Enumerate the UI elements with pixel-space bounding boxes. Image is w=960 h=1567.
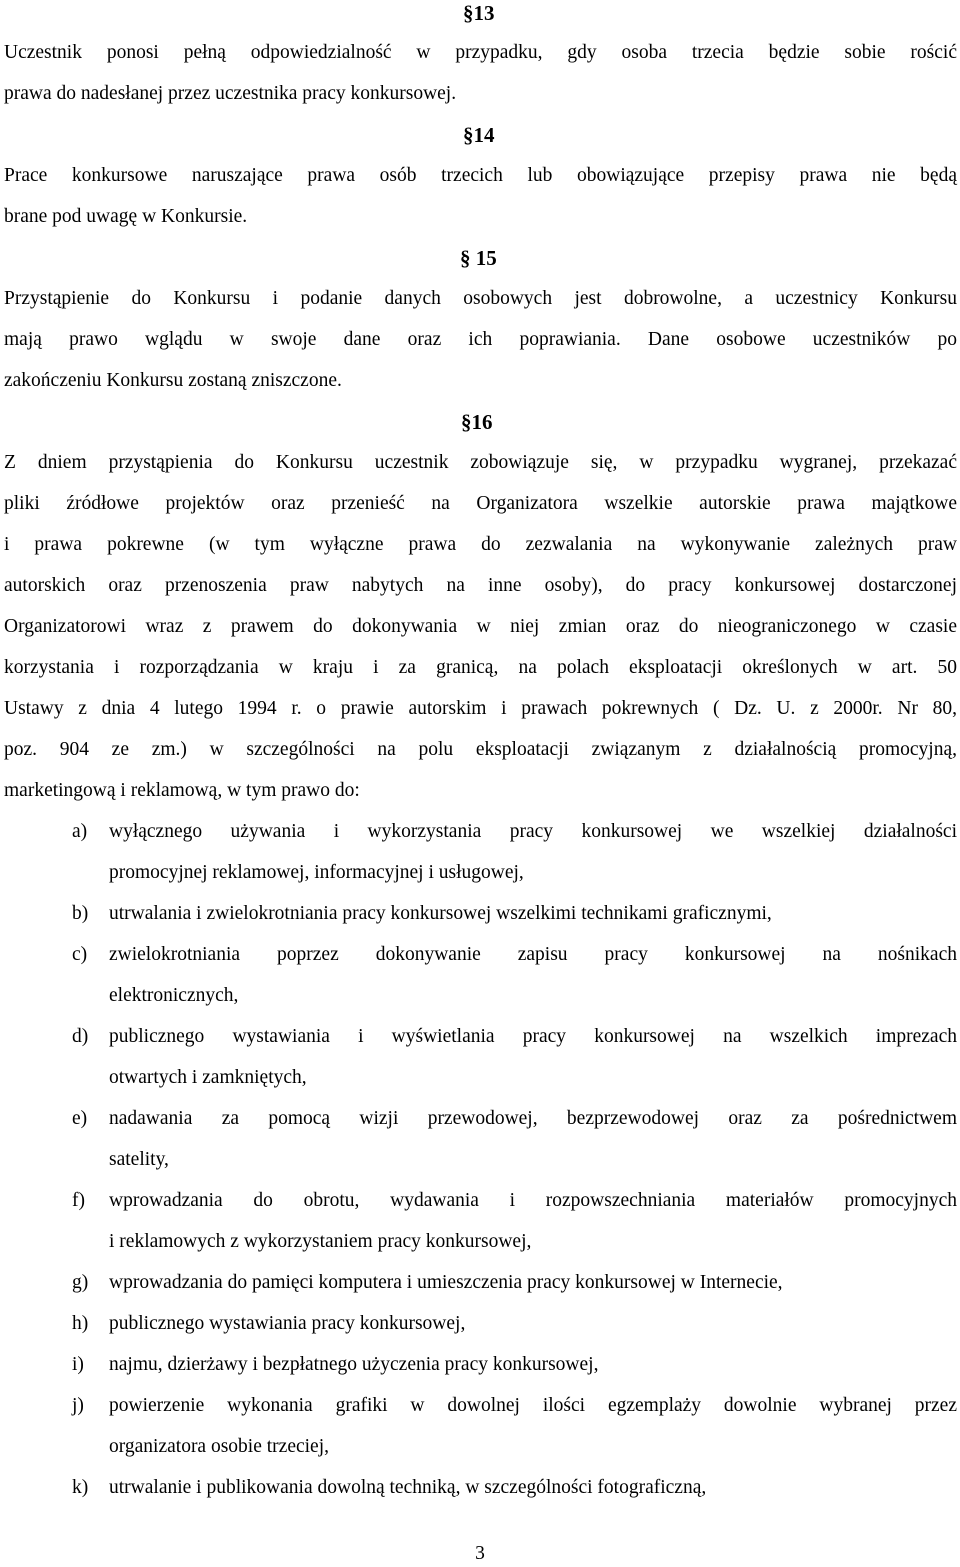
paragraph-line: Organizatorowi wraz z prawem do dokonywania w niej zmian oraz do nieograniczonego w czasie xyxy=(4,616,957,637)
section-heading-14: §14 xyxy=(463,123,495,147)
paragraph-line: mają prawo wglądu w swoje dane oraz ich poprawiania. Dane osobowe uczestników po xyxy=(4,329,957,350)
paragraph-line: zakończeniu Konkursu zostaną zniszczone. xyxy=(4,370,342,391)
list-item-letter: i) xyxy=(72,1354,84,1375)
list-item-continuation: i reklamowych z wykorzystaniem pracy konkursowej, xyxy=(109,1231,532,1252)
list-item-continuation: elektronicznych, xyxy=(109,985,239,1006)
list-item-letter: h) xyxy=(72,1313,89,1334)
paragraph-line: Ustawy z dnia 4 lutego 1994 r. o prawie autorskim i prawach pokrewnych ( Dz. U. z 2000r. Nr 80, xyxy=(4,698,957,719)
list-item-continuation: promocyjnej reklamowej, informacyjnej i usługowej, xyxy=(109,862,524,883)
list-item-letter: f) xyxy=(72,1190,85,1211)
list-item: powierzenie wykonania grafiki w dowolnej ilości egzemplaży dowolnie wybranej przez xyxy=(109,1395,957,1416)
paragraph-line: brane pod uwagę w Konkursie. xyxy=(4,206,248,227)
list-item-letter: g) xyxy=(72,1272,89,1293)
list-item-letter: k) xyxy=(72,1477,89,1498)
paragraph-line: Przystąpienie do Konkursu i podanie danych osobowych jest dobrowolne, a uczestnicy Konkursu xyxy=(4,288,957,309)
paragraph-line: marketingową i reklamową, w tym prawo do: xyxy=(4,780,360,801)
list-item: wyłącznego używania i wykorzystania pracy konkursowej we wszelkiej działalności xyxy=(109,821,957,842)
list-item: publicznego wystawiania i wyświetlania pracy konkursowej na wszelkich imprezach xyxy=(109,1026,957,1047)
paragraph-line: Uczestnik ponosi pełną odpowiedzialność w przypadku, gdy osoba trzecia będzie sobie rościć xyxy=(4,42,957,63)
list-item: utrwalania i zwielokrotniania pracy konkursowej wszelkimi technikami graficznymi, xyxy=(109,903,772,924)
paragraph-line: Z dniem przystąpienia do Konkursu uczestnik zobowiązuje się, w przypadku wygranej, przekazać xyxy=(4,452,957,473)
list-item: zwielokrotniania poprzez dokonywanie zapisu pracy konkursowej na nośnikach xyxy=(109,944,957,965)
paragraph-line: prawa do nadesłanej przez uczestnika pracy konkursowej. xyxy=(4,83,457,104)
section-heading-13: §13 xyxy=(463,1,495,25)
section-heading-16: §16 xyxy=(461,410,493,434)
list-item-letter: d) xyxy=(72,1026,89,1047)
list-item: utrwalanie i publikowania dowolną techniką, w szczególności fotograficzną, xyxy=(109,1477,707,1498)
list-item-letter: a) xyxy=(72,821,88,842)
paragraph-line: i prawa pokrewne (w tym wyłączne prawa do zezwalania na wykonywanie zależnych praw xyxy=(4,534,957,555)
list-item-letter: j) xyxy=(72,1395,84,1416)
list-item: publicznego wystawiania pracy konkursowej, xyxy=(109,1313,466,1334)
page-number: 3 xyxy=(475,1543,485,1564)
list-item-letter: b) xyxy=(72,903,89,924)
list-item-continuation: otwartych i zamkniętych, xyxy=(109,1067,307,1088)
paragraph-line: Prace konkursowe naruszające prawa osób trzecich lub obowiązujące przepisy prawa nie będą xyxy=(4,165,957,186)
list-item: nadawania za pomocą wizji przewodowej, bezprzewodowej oraz za pośrednictwem xyxy=(109,1108,957,1129)
list-item-letter: c) xyxy=(72,944,88,965)
paragraph-line: pliki źródłowe projektów oraz przenieść na Organizatora wszelkie autorskie prawa majątkowe xyxy=(4,493,957,514)
list-item-continuation: satelity, xyxy=(109,1149,169,1170)
list-item-continuation: organizatora osobie trzeciej, xyxy=(109,1436,329,1457)
paragraph-line: poz. 904 ze zm.) w szczególności na polu eksploatacji związanym z działalnością promocyjną, xyxy=(4,739,957,760)
list-item: wprowadzania do obrotu, wydawania i rozpowszechniania materiałów promocyjnych xyxy=(109,1190,957,1211)
paragraph-line: autorskich oraz przenoszenia praw nabytych na inne osoby), do pracy konkursowej dostarczonej xyxy=(4,575,957,596)
paragraph-line: korzystania i rozporządzania w kraju i za granicą, na polach eksploatacji określonych w art. 50 xyxy=(4,657,957,678)
list-item: wprowadzania do pamięci komputera i umieszczenia pracy konkursowej w Internecie, xyxy=(109,1272,783,1293)
section-heading-15: § 15 xyxy=(460,246,497,270)
list-item-letter: e) xyxy=(72,1108,88,1129)
list-item: najmu, dzierżawy i bezpłatnego użyczenia pracy konkursowej, xyxy=(109,1354,599,1375)
